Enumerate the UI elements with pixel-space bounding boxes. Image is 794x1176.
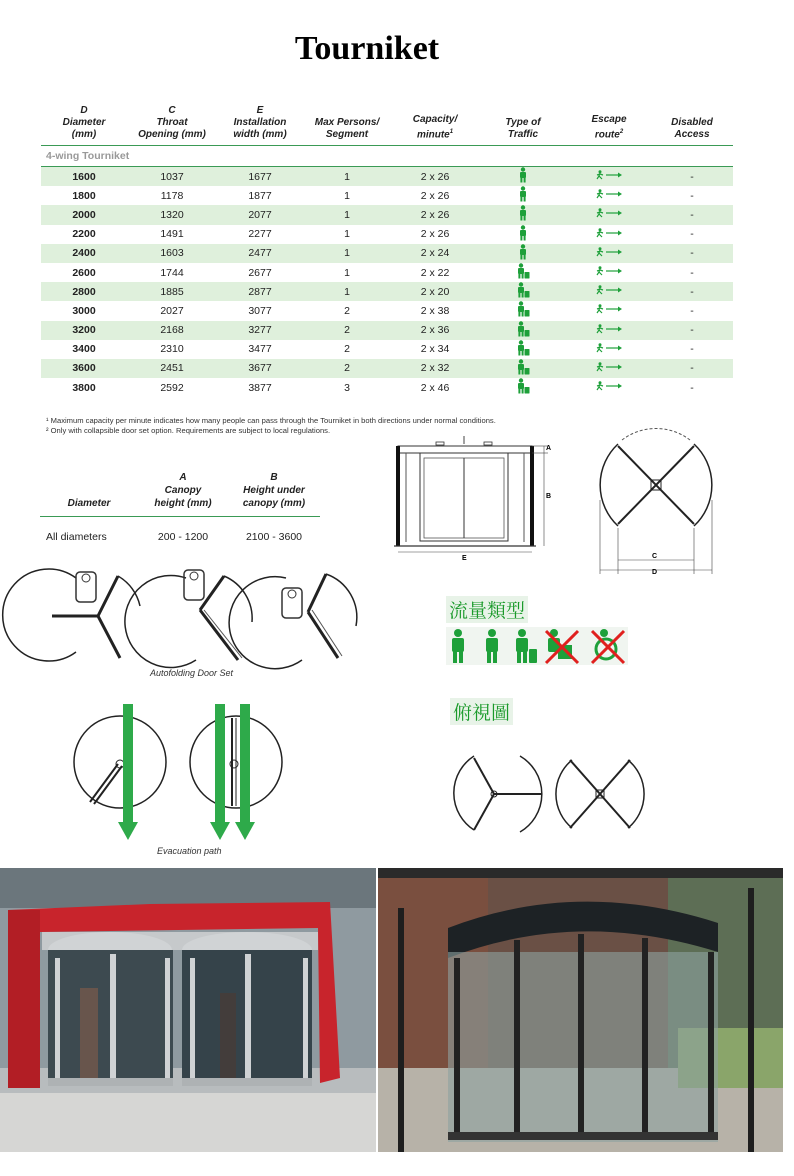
cell-diameter: 2800 [41,282,127,301]
dim-label-d: D [652,569,658,576]
canopy-diameter-value: All diameters [46,531,107,543]
cell-install-width: 3277 [217,321,303,340]
table-row [41,359,733,378]
table-row [41,321,733,340]
cell-throat: 1178 [160,189,184,202]
cell-install-width: 2477 [217,244,303,263]
cell-escape-route [567,244,651,263]
cell-escape-route [567,359,651,378]
canopy-col-a: A Canopy height (mm) [138,470,228,517]
canopy-table [40,470,320,544]
cell-capacity: 2 x 26 [391,167,479,187]
table-row [41,225,733,244]
footnotes [46,416,496,435]
photo-red-frame-entrance [0,868,376,1152]
table-row [41,263,733,282]
escape-route-icon [596,324,622,334]
table-row [41,282,733,301]
cell-traffic-type [479,340,567,359]
canopy-a-value: 200 - 1200 [157,531,209,543]
cell-escape-route [567,205,651,224]
escape-route-icon [596,247,622,257]
cell-disabled-access: - [651,205,733,224]
cell-capacity: 2 x 38 [420,304,450,317]
escape-route-icon [596,362,622,372]
cell-capacity: 2 x 22 [420,266,450,279]
cell-diameter: 3600 [41,359,127,378]
autofolding-caption: Autofolding Door Set [150,668,234,678]
cell-install-width: 2877 [217,282,303,301]
cell-diameter: 2000 [41,205,127,224]
dim-label-a: A [546,445,552,452]
cell-capacity: 2 x 36 [391,321,479,340]
evacuation-caption: Evacuation path [157,846,222,856]
cell-capacity: 2 x 24 [391,244,479,263]
canopy-col-b: B Height under canopy (mm) [228,470,320,517]
autofolding-diagram-1 [46,566,150,666]
page-title: Tourniket [294,30,440,67]
cell-throat: 2592 [160,381,184,394]
top-view-3wing [448,750,546,838]
cell-disabled-access: - [690,228,694,241]
cell-install-width: 1877 [248,189,272,202]
cell-max-persons: 1 [344,189,350,202]
cell-diameter: 3400 [72,343,96,356]
col-max-persons: Max Persons/ Segment [303,103,391,146]
cell-max-persons: 1 [303,244,391,263]
cell-max-persons: 3 [344,381,350,394]
cell-install-width: 3677 [217,359,303,378]
cell-diameter: 2200 [72,228,96,241]
cell-traffic-type [479,186,567,205]
cell-diameter: 1800 [72,189,96,202]
dim-label-e: E [462,555,467,562]
cell-escape-route [567,167,651,187]
table-row [41,378,733,397]
cell-capacity: 2 x 34 [420,343,450,356]
cell-diameter: 1600 [41,167,127,187]
canopy-col-diameter: Diameter [40,470,138,517]
traffic-type-heading: 流量類型 [446,596,528,623]
cell-traffic-type [479,205,567,224]
cell-disabled-access: - [690,304,694,317]
person-luggage-icon [516,263,530,279]
cell-diameter: 3000 [72,304,96,317]
cell-throat: 1037 [127,167,217,187]
col-install-width: E Installation width (mm) [217,103,303,146]
person-icon [517,225,529,241]
cell-install-width: 2677 [248,266,272,279]
cell-install-width: 3477 [248,343,272,356]
cell-escape-route [567,186,651,205]
evacuation-diagram-2 [186,702,290,842]
col-throat: C Throat Opening (mm) [127,103,217,146]
front-elevation-drawing [384,436,564,566]
cell-diameter: 2600 [72,266,96,279]
cell-throat: 2451 [127,359,217,378]
person-luggage-icon [516,321,530,337]
photo-glass-revolving-door [378,868,783,1152]
cell-install-width: 1677 [217,167,303,187]
escape-route-icon [596,228,622,238]
cell-throat: 1491 [160,228,184,241]
group-label: 4-wing Tourniket [41,146,733,167]
person-luggage-icon [516,340,530,356]
top-view-4wing [552,750,648,838]
cell-disabled-access: - [651,244,733,263]
cell-max-persons: 1 [344,228,350,241]
cell-disabled-access: - [690,189,694,202]
table-row [41,167,733,187]
escape-route-icon [596,343,622,353]
cell-max-persons: 1 [303,205,391,224]
col-diameter: D Diameter (mm) [41,103,127,146]
escape-route-icon [596,381,622,391]
cell-max-persons: 2 [303,321,391,340]
footnote-2: ² Only with collapsible door set option. Requirements are subject to local regulations. [46,425,331,435]
cell-escape-route [567,301,651,320]
cell-max-persons: 2 [303,359,391,378]
person-icon [517,205,529,221]
table-row [41,186,733,205]
cell-capacity: 2 x 26 [420,189,450,202]
cell-traffic-type [479,359,567,378]
cell-max-persons: 1 [303,282,391,301]
cell-traffic-type [479,282,567,301]
person-icon [517,186,529,202]
cell-install-width: 3877 [248,381,272,394]
dim-label-c: C [652,553,658,560]
cell-throat: 1320 [127,205,217,224]
cell-throat: 1603 [127,244,217,263]
person-icon [517,244,529,260]
table-row [41,244,733,263]
cell-escape-route [567,263,651,282]
cell-max-persons: 1 [344,266,350,279]
cell-max-persons: 1 [303,167,391,187]
person-luggage-icon [516,378,530,394]
cell-capacity: 2 x 26 [420,228,450,241]
cell-traffic-type [479,225,567,244]
cell-disabled-access: - [690,266,694,279]
cell-diameter: 2400 [41,244,127,263]
cell-throat: 2168 [127,321,217,340]
cell-install-width: 2277 [248,228,272,241]
escape-route-icon [596,304,622,314]
cell-escape-route [567,225,651,244]
evacuation-diagram-1 [68,702,172,842]
col-capacity: Capacity/ minute$^1$ [391,103,479,146]
cell-diameter: 3200 [41,321,127,340]
spec-header-row [41,103,733,146]
person-luggage-icon [516,282,530,298]
col-escape-route: Escape route$^2$ [567,103,651,146]
cell-throat: 1885 [127,282,217,301]
cell-diameter: 3800 [72,381,96,394]
cell-capacity: 2 x 32 [391,359,479,378]
table-row [41,340,733,359]
traffic-type-icons [446,627,628,665]
cell-capacity: 2 x 20 [391,282,479,301]
canopy-row [40,517,320,545]
autofolding-diagram-2 [156,566,260,666]
person-luggage-icon [516,301,530,317]
cell-max-persons: 2 [344,343,350,356]
cell-capacity: 2 x 26 [391,205,479,224]
cell-disabled-access: - [651,321,733,340]
cell-escape-route [567,282,651,301]
cell-disabled-access: - [651,359,733,378]
spec-table [41,103,733,397]
cell-disabled-access: - [690,381,694,394]
person-luggage-icon [516,359,530,375]
cell-traffic-type [479,244,567,263]
cell-disabled-access: - [690,343,694,356]
cell-traffic-type [479,321,567,340]
cell-max-persons: 2 [344,304,350,317]
col-disabled-access: Disabled Access [651,103,733,146]
escape-route-icon [596,266,622,276]
cell-escape-route [567,378,651,397]
escape-route-icon [596,285,622,295]
table-row [41,301,733,320]
escape-route-icon [596,208,622,218]
cell-throat: 2310 [160,343,184,356]
dim-label-b: B [546,493,552,500]
cell-traffic-type [479,263,567,282]
footnote-1: ¹ Maximum capacity per minute indicates how many people can pass through the Tourniket in both directions under normal conditions. [46,416,496,425]
table-row [41,205,733,224]
cell-traffic-type [479,301,567,320]
cell-install-width: 3077 [248,304,272,317]
cell-traffic-type [479,167,567,187]
group-row [41,146,733,167]
top-view-heading: 俯視圖 [450,698,513,725]
escape-route-icon [596,189,622,199]
cell-escape-route [567,321,651,340]
autofolding-diagram-3 [262,566,366,666]
col-traffic-type: Type of Traffic [479,103,567,146]
escape-route-icon [596,170,622,180]
canopy-b-value: 2100 - 3600 [245,531,303,543]
top-view-drawing [596,428,720,576]
cell-throat: 2027 [160,304,184,317]
cell-capacity: 2 x 46 [420,381,450,394]
cell-throat: 1744 [160,266,184,279]
cell-disabled-access: - [651,282,733,301]
cell-install-width: 2077 [217,205,303,224]
cell-disabled-access: - [651,167,733,187]
cell-traffic-type [479,378,567,397]
cell-escape-route [567,340,651,359]
person-icon [517,167,529,183]
